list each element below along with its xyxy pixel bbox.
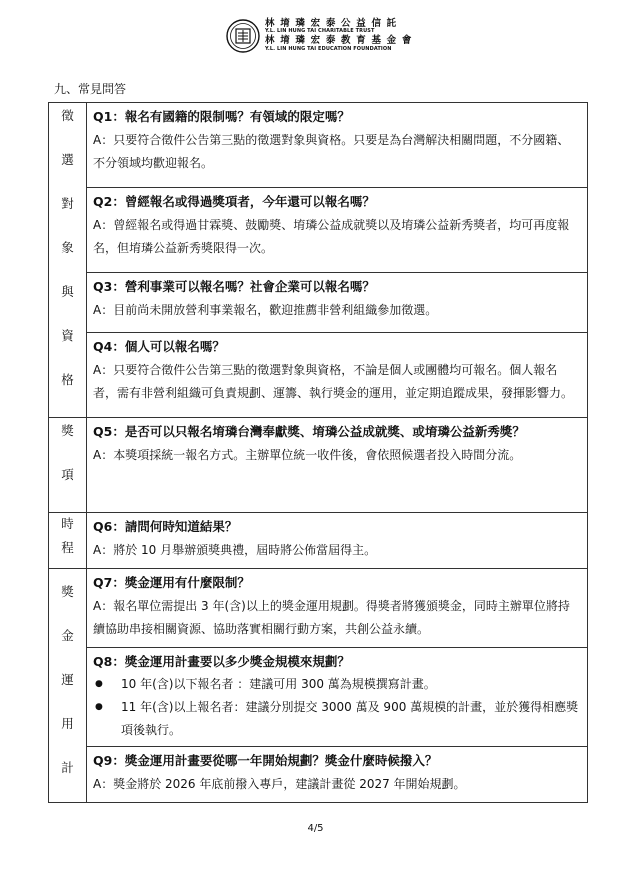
category-cell [49, 569, 87, 803]
faq-row [49, 648, 588, 747]
question: Q8：獎金運用計畫要以多少獎金規模來規劃？ [93, 654, 350, 669]
qa-cell [87, 648, 588, 747]
category-char: 徵 [61, 108, 74, 123]
category-char: 獎 [61, 423, 74, 438]
question: Q1：報名有國籍的限制嗎？有領域的限定嗎？ [93, 109, 350, 124]
question: Q4：個人可以報名嗎？ [93, 339, 225, 355]
qa-cell [87, 187, 588, 272]
category-char: 對 [61, 196, 74, 211]
category-char: 格 [61, 372, 74, 387]
qa-cell [87, 418, 588, 513]
answer: A：將於 10 月舉辦頒獎典禮，屆時將公佈當屆得主。 [93, 543, 377, 557]
category-cell [49, 418, 87, 513]
answer-bullet: ● 10 年(含)以下報名者 ：建議可用 300 萬為規模撰寫計畫。 [93, 673, 581, 696]
question: Q6：請問何時知道結果？ [93, 519, 238, 534]
answer-bullet: ● 11 年(含)以上報名者：建議分別提交 3000 萬及 900 萬規模的計畫，並於獲得相應獎項後執行。 [93, 696, 581, 742]
question: Q7：獎金運用有什麼限制？ [93, 575, 250, 590]
faq-table [48, 102, 588, 803]
answer: A：本獎項採統一報名方式。主辦單位統一收件後，會依照候選者投入時間分流。 [93, 448, 522, 462]
faq-row [49, 187, 588, 272]
qa-cell [87, 272, 588, 332]
answer: A：報名單位需提出 3 年(含)以上的獎金運用規劃。得獎者將獲頒獎金，同時主辦單位將持續協助串接相關資源、協助落實相關行動方案，共創公益永續。 [93, 599, 570, 636]
category-char: 運 [61, 672, 74, 687]
faq-row [49, 418, 588, 513]
faq-row [49, 103, 588, 188]
category-char: 資 [61, 328, 74, 343]
qa-cell [87, 513, 588, 569]
category-char: 選 [61, 152, 74, 167]
page-header [226, 14, 413, 58]
answer: A：只要符合徵件公告第三點的徵選對象與資格，不論是個人或團體均可報名。個人報名者，需有非營利組織可負責規劃、運籌、執行獎金的運用，並定期追蹤成果，發揮影響力。 [93, 363, 574, 401]
question: Q3：營利事業可以報名嗎？社會企業可以報名嗎？ [93, 278, 375, 294]
category-char: 時 [61, 516, 74, 531]
org-name-foundation: 林 堉 璘 宏 泰 教 育 基 金 會 [265, 35, 413, 46]
answer: A：目前尚未開放營利事業報名，歡迎推薦非營利組織參加徵選。 [93, 302, 438, 317]
org-name-trust: 林 堉 璘 宏 泰 公 益 信 託 [265, 17, 398, 29]
category-char: 象 [61, 240, 74, 255]
faq-row [49, 747, 588, 803]
qa-cell [87, 103, 588, 188]
category-cell [49, 103, 87, 418]
faq-row [49, 272, 588, 332]
section-title: 九、常見問答 [54, 82, 127, 96]
answer: A：曾經報名或得過甘霖獎、鼓勵獎、堉璘公益成就獎以及堉璘公益新秀獎者，均可再度報名，但堉璘公益新秀獎限得一次。 [93, 217, 570, 255]
page-number: 4/5 [307, 823, 324, 834]
foundation-logo-icon [226, 19, 260, 53]
faq-row [49, 333, 588, 418]
org-en-trust: Y.L. LIN HUNG TAI CHARITABLE TRUST [265, 28, 375, 34]
question: Q2：曾經報名或得過獎項者，今年還可以報名嗎？ [93, 193, 375, 209]
category-char: 計 [61, 760, 74, 775]
category-char: 項 [61, 467, 74, 482]
answer-bullet-list [87, 671, 587, 746]
qa-cell [87, 569, 588, 648]
faq-row [49, 513, 588, 569]
answer: A：獎金將於 2026 年底前撥入專戶，建議計畫從 2027 年開始規劃。 [93, 777, 466, 791]
category-char: 與 [61, 284, 74, 299]
org-names [265, 19, 413, 54]
category-cell [49, 513, 87, 569]
question: Q9：獎金運用計畫要從哪一年開始規劃？獎金什麼時候撥入？ [93, 753, 438, 768]
faq-row [49, 569, 588, 648]
category-char: 程 [61, 540, 74, 555]
category-char: 用 [61, 716, 74, 731]
qa-cell [87, 747, 588, 803]
qa-cell [87, 333, 588, 418]
category-char: 金 [61, 628, 74, 643]
org-en-foundation: Y.L. LIN HUNG TAI EDUCATION FOUNDATION [265, 45, 392, 52]
answer: A：只要符合徵件公告第三點的徵選對象與資格。只要是為台灣解決相關問題，不分國籍、不分領域均歡迎報名。 [93, 133, 570, 170]
category-char: 獎 [61, 584, 74, 599]
question: Q5：是否可以只報名堉璘台灣奉獻獎、堉璘公益成就獎、或堉璘公益新秀獎？ [93, 424, 525, 439]
